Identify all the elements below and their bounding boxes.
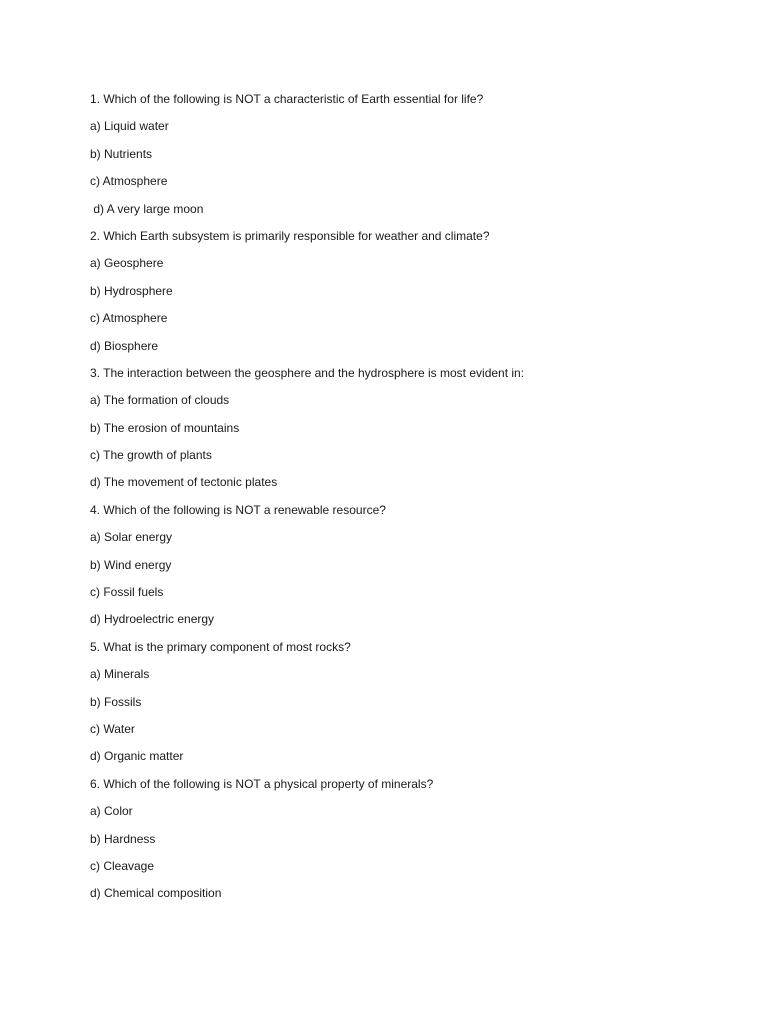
question-6-option-c: c) Cleavage <box>90 858 155 873</box>
question-3-option-d: d) The movement of tectonic plates <box>90 475 278 490</box>
question-1-stem: 1. Which of the following is NOT a characteristic of Earth essential for life? <box>90 92 484 106</box>
question-6-stem: 6. Which of the following is NOT a physical property of minerals? <box>90 776 434 791</box>
question-1-option-b: b) Nutrients <box>90 146 153 161</box>
question-4-option-d: d) Hydroelectric energy <box>90 612 215 627</box>
question-6-option-a: a) Color <box>90 804 133 819</box>
question-4-stem: 4. Which of the following is NOT a renewable resource? <box>90 502 386 517</box>
question-3-option-c: c) The growth of plants <box>90 448 212 463</box>
question-3-option-b: b) The erosion of mountains <box>90 420 240 435</box>
question-1-option-a: a) Liquid water <box>90 119 169 134</box>
question-5-option-d: d) Organic matter <box>90 749 184 764</box>
question-4-option-b: b) Wind energy <box>90 557 172 572</box>
question-2-option-a: a) Geosphere <box>90 256 164 271</box>
question-5-option-b: b) Fossils <box>90 694 142 709</box>
question-5-option-c: c) Water <box>90 721 135 736</box>
quiz-content <box>90 92 710 914</box>
question-2-option-c: c) Atmosphere <box>90 311 168 326</box>
question-2-stem: 2. Which Earth subsystem is primarily responsible for weather and climate? <box>90 228 490 243</box>
question-6-option-b: b) Hardness <box>90 831 156 846</box>
question-1-option-d: d) A very large moon <box>90 201 204 216</box>
question-6-option-d: d) Chemical composition <box>90 886 222 901</box>
question-4-option-a: a) Solar energy <box>90 530 173 545</box>
question-2-option-b: b) Hydrosphere <box>90 283 173 298</box>
question-1-option-c: c) Atmosphere <box>90 174 168 189</box>
question-3-option-a: a) The formation of clouds <box>90 393 230 408</box>
question-5-option-a: a) Minerals <box>90 667 150 682</box>
question-4-option-c: c) Fossil fuels <box>90 585 164 600</box>
question-5-stem: 5. What is the primary component of most rocks? <box>90 639 351 654</box>
question-3-stem: 3. The interaction between the geosphere and the hydrosphere is most evident in: <box>90 365 525 380</box>
question-2-option-d: d) Biosphere <box>90 338 159 353</box>
